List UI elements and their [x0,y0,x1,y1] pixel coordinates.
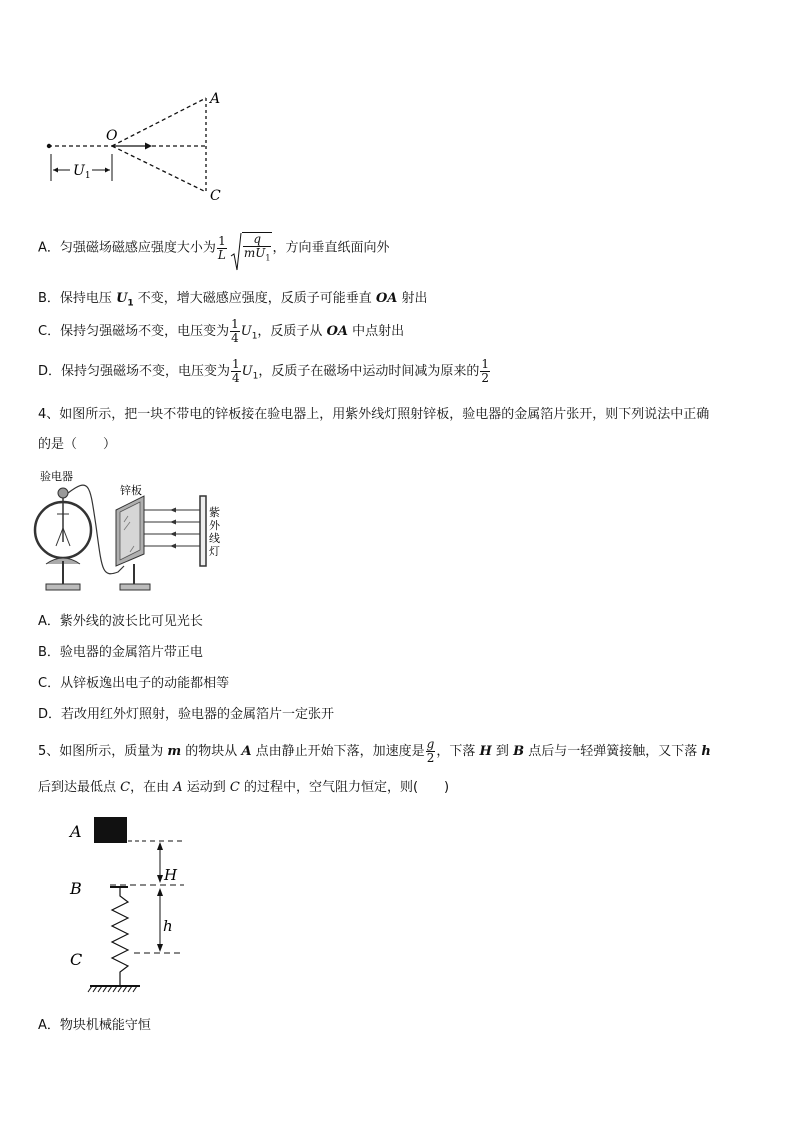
fig5-label-h-lower: h [163,917,173,935]
fig5-label-a: A [70,822,82,841]
q5-stem-line1: 5、如图所示，质量为 m 的物块从 A 点由静止开始下落，加速度是 $\frac{g}{2}$ ，下落 H 到 B 点后与一轻弹簧接触，又下落 h [38,737,711,765]
figure-oac-diagram [40,88,240,210]
label-c: C [210,188,221,204]
svg-text:外: 外 [209,519,220,532]
label-a: A [210,91,221,107]
q4-option-b: B．验电器的金属箔片带正电 [38,645,203,660]
sqrt-q-over-mu1: $\frac{q}{mU_1}$ [230,232,273,264]
q4-option-c: C．从锌板逸出电子的动能都相等 [38,676,230,691]
q3-option-c: C．保持匀强磁场不变，电压变为 $\frac{1}{4}$ $U_1$，反质子从 OA 中点射出 [38,317,405,345]
label-electroscope: 验电器 [40,470,73,483]
label-o: O [106,128,118,144]
q5-option-a: A．物块机械能守恒 [38,1018,151,1033]
figure-electroscope [32,466,227,604]
q4-stem-line2: 的是（ ） [38,437,117,452]
q4-option-d: D．若改用红外灯照射，验电器的金属箔片一定张开 [38,707,335,722]
figure-block-spring [62,808,202,1013]
q5-stem-line2: 后到达最低点 C，在由 A 运动到 C 的过程中，空气阻力恒定，则( ) [38,780,450,795]
svg-text:线: 线 [209,532,220,545]
label-u1: $U_1$ [73,163,91,181]
svg-text:灯: 灯 [209,545,220,558]
fig5-label-h-upper: H [164,866,178,884]
label-zinc-plate: 锌板 [120,484,142,497]
fig5-label-b: B [70,879,82,898]
fig5-label-c: C [70,950,83,969]
q4-stem-line1: 4、如图所示，把一块不带电的锌板接在验电器上，用紫外线灯照射锌板，验电器的金属箔片张开，则下列说法中正确 [38,407,710,422]
q3-option-d: D．保持匀强磁场不变，电压变为 $\frac{1}{4}$ $U_1$，反质子在磁场中运动时间减为原来的 $\frac{1}{2}$ [38,357,490,385]
fraction-1-over-l: $\frac{1}{L}$ [217,233,226,262]
q4-option-a: A．紫外线的波长比可见光长 [38,614,203,629]
q3-option-b: B．保持电压 $U_1$ 不变，增大磁感应强度，反质子可能垂直 OA 射出 [38,291,428,309]
q3-option-a: A．匀强磁场磁感应强度大小为 $\frac{1}{L}$ $\frac{q}{mU_1}$ ，方向垂直纸面向外 [38,232,389,264]
svg-text:紫: 紫 [209,506,220,519]
